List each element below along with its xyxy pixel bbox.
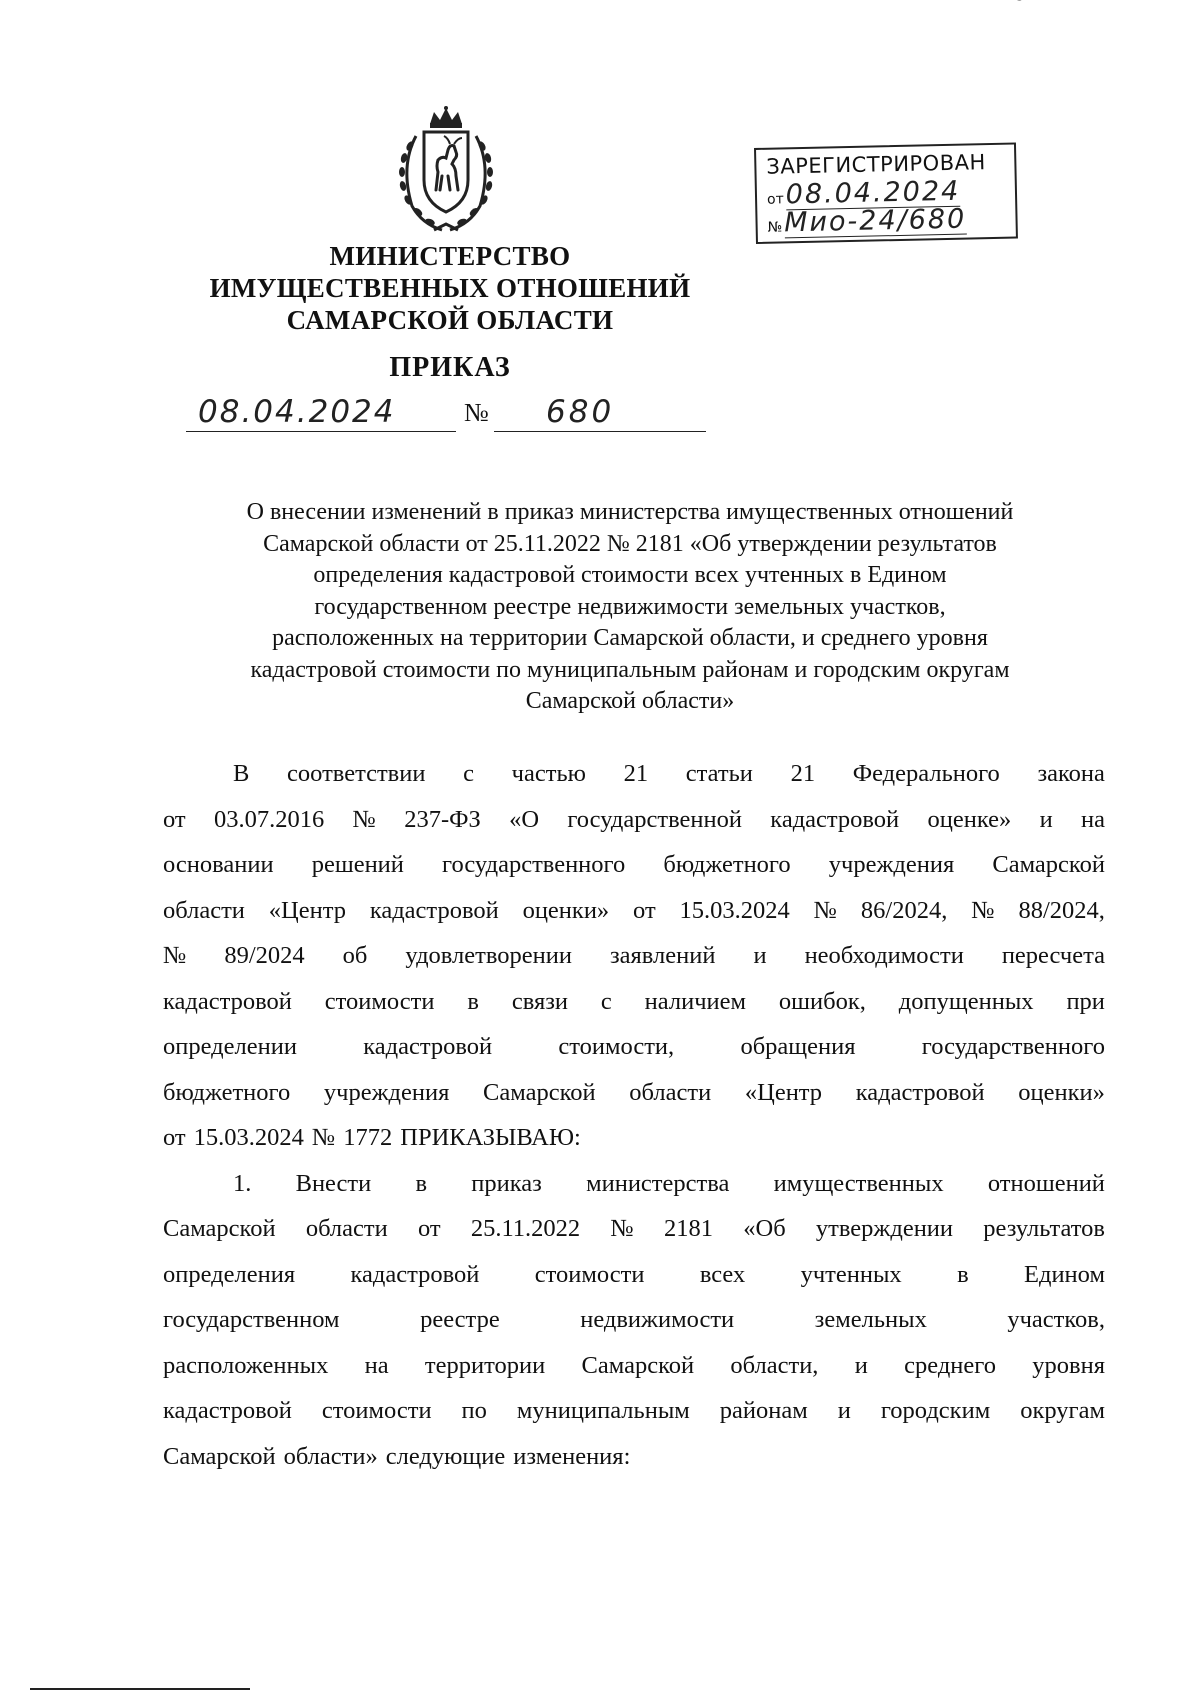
body-line: № 89/2024 об удовлетворении заявлений и необходимости пересчета: [163, 942, 1105, 969]
order-number: 680: [494, 392, 706, 432]
body-line: кадастровой стоимости в связи с наличием ошибок, допущенных при: [163, 987, 1105, 1015]
body-line: государственном реестре недвижимости земельных участков,: [163, 1306, 1105, 1333]
stamp-number-row: [767, 203, 967, 239]
body-line: кадастровой стоимости по муниципальным районам и городским округам: [163, 1397, 1105, 1424]
order-date-number-line: [186, 392, 706, 436]
stamp-number: Мио-24/680: [783, 203, 967, 239]
body-line: основании решений государственного бюджетного учреждения Самарской: [163, 851, 1105, 878]
body-line: от 03.07.2016 № 237-ФЗ «О государственной кадастровой оценке» и на: [163, 805, 1105, 833]
body-line: определении кадастровой стоимости, обращения государственного: [163, 1033, 1105, 1060]
ministry-line-1: МИНИСТЕРСТВО: [329, 241, 571, 271]
body-line: Самарской области» следующие изменения:: [163, 1442, 631, 1470]
order-date: 08.04.2024: [186, 392, 456, 432]
footnote-rule: [30, 1688, 250, 1690]
subject-line: Самарской области от 25.11.2022 № 2181 «Об утверждении результатов: [263, 530, 997, 557]
stamp-date-prefix: от: [766, 191, 784, 208]
number-sign: №: [464, 398, 489, 427]
stamp-title: ЗАРЕГИСТРИРОВАН: [766, 150, 987, 179]
stamp-number-prefix: №: [767, 219, 783, 236]
ministry-name: [180, 240, 720, 336]
body-line: от 15.03.2024 № 1772 ПРИКАЗЫВАЮ:: [163, 1124, 581, 1151]
stamp-date: 08.04.2024: [785, 175, 961, 211]
subject-line: О внесении изменений в приказ министерства имущественных отношений: [246, 499, 1014, 525]
ministry-line-2: ИМУЩЕСТВЕННЫХ ОТНОШЕНИЙ: [209, 273, 691, 303]
subject-line: государственном реестре недвижимости земельных участков,: [314, 593, 946, 620]
body-line: В соответствии с частью 21 статьи 21 Федерального закона: [233, 760, 1105, 787]
body-line: расположенных на территории Самарской области, и среднего уровня: [163, 1351, 1105, 1379]
corner-mark: [990, 0, 1030, 6]
order-subject: [160, 497, 1100, 718]
coat-of-arms-icon: [386, 106, 506, 236]
subject-line: определения кадастровой стоимости всех учтенных в Едином: [313, 562, 947, 588]
ministry-line-3: САМАРСКОЙ ОБЛАСТИ: [286, 305, 614, 335]
body-line: Самарской области от 25.11.2022 № 2181 «Об утверждении результатов: [163, 1215, 1105, 1242]
subject-line: Самарской области»: [525, 688, 735, 714]
body-line: бюджетного учреждения Самарской области «Центр кадастровой оценки»: [163, 1078, 1105, 1106]
document-type-title: ПРИКАЗ: [389, 352, 511, 383]
body-line: 1. Внести в приказ министерства имущественных отношений: [233, 1169, 1105, 1197]
registration-stamp: [754, 143, 1018, 244]
subject-line: расположенных на территории Самарской области, и среднего уровня: [272, 625, 988, 651]
body-line: области «Центр кадастровой оценки» от 15.03.2024 № 86/2024, № 88/2024,: [163, 896, 1105, 924]
body-line: определения кадастровой стоимости всех учтенных в Едином: [163, 1260, 1105, 1288]
subject-line: кадастровой стоимости по муниципальным районам и городским округам: [250, 656, 1010, 683]
